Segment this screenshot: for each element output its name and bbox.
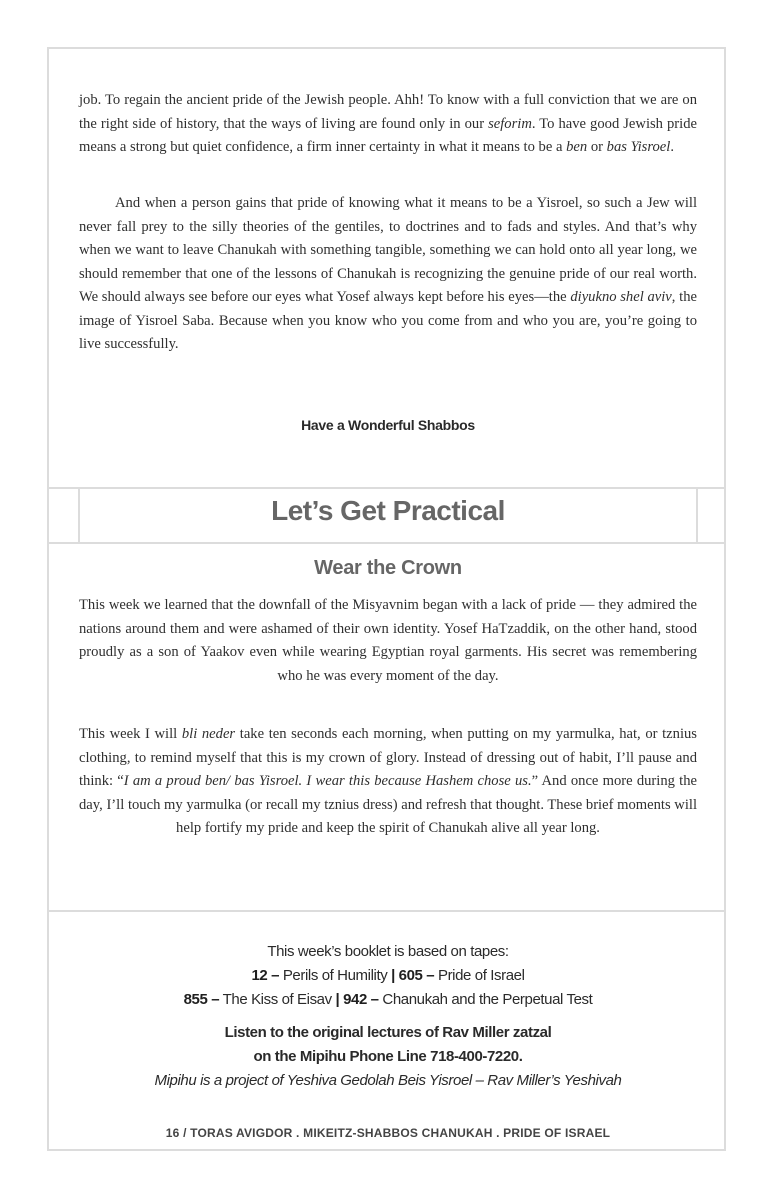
text-span: job. To regain the ancient pride of the Jewish people. Ahh! To know with a full conviction that we are on the right side of history, that the ways of living are found only in our xyxy=(79,92,697,132)
italic-term: seforim xyxy=(488,115,532,132)
tape-number: 855 – xyxy=(183,991,220,1008)
divider-tapes xyxy=(47,910,726,912)
tape-title: The Kiss of Eisav xyxy=(219,991,336,1008)
tape-number: 605 – xyxy=(398,967,435,984)
divider-top xyxy=(47,487,726,489)
text-span: This week we learned that the downfall of the Misyavnim began with a lack of pride — they admired the nations around them and were ashamed of their own identity. Yosef HaTzaddik, on the other hand, stood proudly as a son of Yaakov even while wearing Egyptian royal garments. His secret was remembering who he was every moment of the day. xyxy=(79,597,697,684)
phone-line: on the Mipihu Phone Line 718-400-7220. xyxy=(253,1048,523,1065)
section-title: Let’s Get Practical xyxy=(271,495,505,526)
text-span: ” And once more during the day, I’ll touch my yarmulka (or recall my tznius dress) and refresh that thought. These brief moments will help fortify my pride and keep the spirit of Chanukah alive all year long. xyxy=(79,773,697,836)
practical-paragraph-2 xyxy=(79,723,697,841)
tapes-block xyxy=(79,940,697,1012)
text-span: . To have good Jewish pride means a strong but quiet confidence, a firm inner certainty in what it means to be a xyxy=(79,115,697,155)
listen-block xyxy=(79,1021,697,1093)
signoff: Have a Wonderful Shabbos xyxy=(301,417,475,433)
italic-term: bli neder xyxy=(181,726,236,742)
tape-number: 942 – xyxy=(343,991,379,1008)
tape-title: Perils of Humility xyxy=(279,967,392,984)
text-span: take ten seconds each morning, when putting on my yarmulka, hat, or tznius clothing, to remind myself that this is my crown of glory. Instead of dressing out of habit, I’ll pause and think: “ xyxy=(79,726,697,789)
tape-title: Chanukah and the Perpetual Test xyxy=(378,991,593,1008)
italic-term: ben xyxy=(566,139,588,155)
paragraph-pride xyxy=(79,192,697,357)
listen-line-1: Listen to the original lectures of Rav Miller zatzal xyxy=(224,1024,552,1041)
tapes-line-1 xyxy=(79,964,697,988)
tapes-intro: This week’s booklet is based on tapes: xyxy=(267,943,509,960)
italic-term: diyukno shel aviv xyxy=(570,289,672,305)
text-span: or xyxy=(587,139,607,155)
italic-quote: I am a proud ben/ bas Yisroel. I wear this because Hashem chose us. xyxy=(123,773,532,789)
paragraph-continuation xyxy=(79,89,697,160)
tape-number: 12 – xyxy=(251,967,280,984)
divider-bottom xyxy=(47,542,726,544)
section-subtitle: Wear the Crown xyxy=(314,557,462,579)
tape-title: Pride of Israel xyxy=(434,967,525,984)
text-span: And when a person gains that pride of knowing what it means to be a Yisroel, so such a Jew will never fall prey to the silly theories of the gentiles, to doctrines and to fads and styles. And that’s why when we want to leave Chanukah with something tangible, something we can hold onto all year long, we should remember that one of the lessons of Chanukah is recognizing the genuine pride of our real worth. We should always see before our eyes what Yosef always kept before his eyes—the xyxy=(79,195,697,305)
italic-term: bas Yisroel xyxy=(606,139,671,155)
text-span: This week I will xyxy=(79,726,182,742)
project-note: Mipihu is a project of Yeshiva Gedolah Beis Yisroel – Rav Miller’s Yeshivah xyxy=(154,1072,622,1089)
separator: | xyxy=(391,967,395,984)
tapes-line-2 xyxy=(79,988,697,1012)
text-span: , the image of Yisroel Saba. Because when you know who you come from and who you are, you’re going to live successfully. xyxy=(79,289,697,352)
page-footer: 16 / TORAS AVIGDOR . MIKEITZ-SHABBOS CHANUKAH . PRIDE OF ISRAEL xyxy=(165,1126,611,1140)
text-span: . xyxy=(670,139,674,155)
practical-paragraph-1 xyxy=(79,594,697,688)
separator: | xyxy=(335,991,340,1008)
